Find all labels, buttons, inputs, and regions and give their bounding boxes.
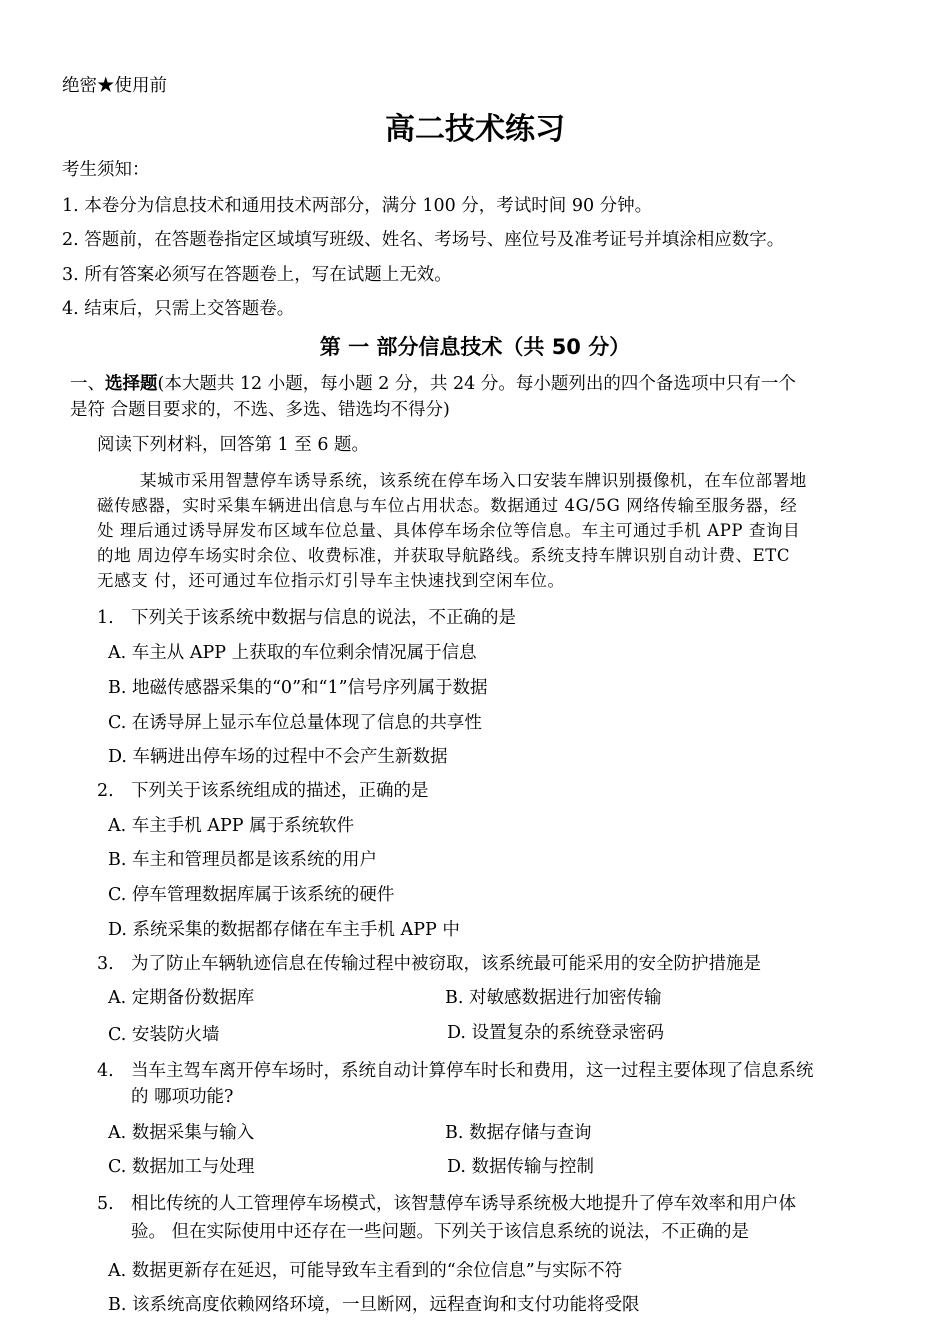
question-1-option-b: B. 地磁传感器采集的“0”和“1”信号序列属于数据 [108, 678, 488, 698]
material-line-1: 某城市采用智慧停车诱导系统，该系统在停车场入口安装车牌识别摄像机，在车位部署地 [140, 471, 807, 490]
question-5-stem [97, 1192, 796, 1216]
question-4-option-a: A. 数据采集与输入 [108, 1123, 255, 1143]
part-label: 选择题 [105, 374, 158, 394]
question-3-stem [97, 952, 761, 976]
question-3-number: 3. [97, 954, 114, 974]
question-5-option-b: B. 该系统高度依赖网络环境，一旦断网，远程查询和支付功能将受限 [108, 1295, 640, 1315]
notice-item-1: 1. 本卷分为信息技术和通用技术两部分，满分 100 分，考试时间 90 分钟。 [62, 196, 653, 216]
section-title: 第 一 部分信息技术（共 50 分） [319, 335, 631, 359]
question-1-option-a: A. 车主从 APP 上获取的车位剩余情况属于信息 [108, 643, 477, 663]
question-4-stem-line2: 的 哪项功能? [131, 1087, 234, 1107]
material-line-3: 处 理后通过诱导屏发布区域车位总量、具体停车场余位等信息。车主可通过手机 APP 查询目 [97, 521, 801, 540]
question-4-option-c: C. 数据加工与处理 [108, 1157, 255, 1177]
question-2-stem [97, 779, 429, 803]
question-1-option-c: C. 在诱导屏上显示车位总量体现了信息的共享性 [108, 713, 482, 733]
notice-item-4: 4. 结束后，只需上交答题卷。 [62, 299, 295, 319]
notice-heading: 考生须知： [62, 160, 150, 180]
question-2-option-b: B. 车主和管理员都是该系统的用户 [108, 850, 377, 870]
question-1-text: 下列关于该系统中数据与信息的说法，不正确的是 [131, 608, 516, 628]
question-3-option-b: B. 对敏感数据进行加密传输 [445, 988, 662, 1008]
question-3-text: 为了防止车辆轨迹信息在传输过程中被窃取，该系统最可能采用的安全防护措施是 [131, 954, 761, 974]
notice-item-3: 3. 所有答案必须写在答题卷上，写在试题上无效。 [62, 265, 452, 285]
question-2-option-d: D. 系统采集的数据都存储在车主手机 APP 中 [108, 920, 460, 940]
question-4-text: 当车主驾车离开停车场时，系统自动计算停车时长和费用，这一过程主要体现了信息系统 [131, 1061, 814, 1081]
question-4-option-b: B. 数据存储与查询 [445, 1123, 592, 1143]
question-4-option-d: D. 数据传输与控制 [447, 1157, 595, 1177]
question-1-option-d: D. 车辆进出停车场的过程中不会产生新数据 [108, 747, 448, 767]
question-3-option-d: D. 设置复杂的系统登录密码 [447, 1023, 665, 1043]
part-prefix: 一、 [70, 374, 105, 394]
page-title: 高二技术练习 [385, 112, 565, 147]
question-2-number: 2. [97, 781, 114, 801]
question-2-option-c: C. 停车管理数据库属于该系统的硬件 [108, 885, 395, 905]
question-4-number: 4. [97, 1061, 114, 1081]
material-line-2: 磁传感器，实时采集车辆进出信息与车位占用状态。数据通过 4G/5G 网络传输至服务器，经 [97, 496, 798, 515]
material-line-4: 的地 周边停车场实时余位、收费标准，并获取导航路线。系统支持车牌识别自动计费、ETC [97, 546, 791, 565]
question-2-text: 下列关于该系统组成的描述，正确的是 [131, 781, 429, 801]
question-5-number: 5. [97, 1194, 114, 1214]
question-3-option-a: A. 定期备份数据库 [108, 988, 255, 1008]
notice-item-2: 2. 答题前，在答题卷指定区域填写班级、姓名、考场号、座位号及准考证号并填涂相应数字。 [62, 230, 785, 250]
question-1-stem [97, 606, 516, 630]
question-3-option-c: C. 安装防火墙 [108, 1025, 220, 1045]
question-2-option-a: A. 车主手机 APP 属于系统软件 [108, 816, 355, 836]
secret-mark: 绝密★使用前 [62, 76, 167, 96]
question-5-option-a: A. 数据更新存在延迟，可能导致车主看到的“余位信息”与实际不符 [108, 1261, 623, 1281]
part-heading [70, 372, 796, 396]
question-5-stem-line2: 验。 但在实际使用中还存在一些问题。下列关于该信息系统的说法，不正确的是 [131, 1222, 750, 1242]
part-desc-line1: (本大题共 12 小题，每小题 2 分，共 24 分。每小题列出的四个备选项中只有一个 [157, 374, 796, 394]
material-line-5: 无感支 付，还可通过车位指示灯引导车主快速找到空闲车位。 [97, 571, 565, 590]
part-desc-line2: 是符 合题目要求的，不选、多选、错选均不得分) [70, 400, 450, 420]
question-1-number: 1. [97, 608, 114, 628]
question-4-stem [97, 1059, 814, 1083]
question-5-text: 相比传统的人工管理停车场模式，该智慧停车诱导系统极大地提升了停车效率和用户体 [131, 1194, 796, 1214]
reading-intro: 阅读下列材料，回答第 1 至 6 题。 [97, 435, 370, 455]
